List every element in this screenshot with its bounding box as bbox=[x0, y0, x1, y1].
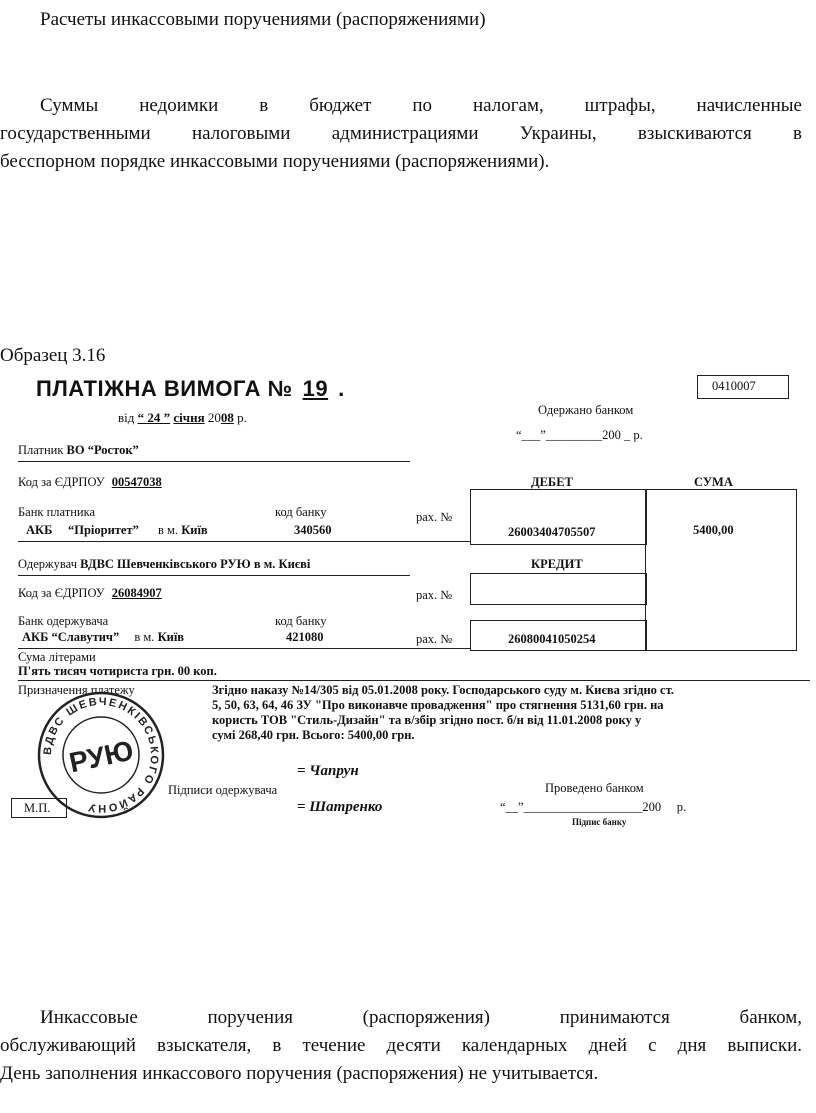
receiver-bank-code: 421080 bbox=[286, 630, 324, 644]
form-date bbox=[118, 410, 247, 425]
credit-account: 26080041050254 bbox=[508, 632, 596, 646]
form-code: 0410007 bbox=[712, 379, 756, 393]
receiver-value: ВДВС Шевченківського РУЮ в м. Києві bbox=[80, 557, 311, 571]
payer-bank-label: Банк платника bbox=[18, 505, 96, 519]
sum-box bbox=[645, 489, 797, 651]
page-heading: Расчеты инкассовыми поручениями (распоряжениями) bbox=[40, 9, 486, 30]
closing-line-2: обслуживающий взыскателя, в течение десяти календарных дней с дня выписки. bbox=[0, 1035, 802, 1056]
receiver-edrpou-account-label: рах. № bbox=[416, 588, 453, 602]
debit-account: 26003404705507 bbox=[508, 525, 596, 539]
closing-line-3: День заполнения инкассового поручения (распоряжения) не учитывается. bbox=[0, 1063, 599, 1084]
signature-1: = Чапрун bbox=[297, 763, 359, 779]
payer-bank-divider bbox=[18, 541, 470, 542]
receiver-divider bbox=[18, 575, 410, 576]
processed-date-line: “__”___________________200 р. bbox=[500, 800, 687, 814]
credit-account-label: рах. № bbox=[416, 632, 453, 646]
payer-label: Платник bbox=[18, 443, 64, 457]
date-year-prefix: 20 bbox=[207, 410, 221, 425]
credit-header: КРЕДИТ bbox=[531, 557, 583, 571]
purpose-text bbox=[212, 683, 792, 743]
date-prefix: від bbox=[118, 410, 135, 425]
payer-bank-code-label: код банку bbox=[275, 505, 327, 519]
received-date-line: “___”_________200 _ р. bbox=[516, 428, 643, 442]
receiver-label: Одержувач bbox=[18, 557, 77, 571]
receiver-edrpou: 26084907 bbox=[111, 586, 162, 600]
purpose-line-1: Згідно наказу №14/305 від 05.01.2008 року. Господарського суду м. Києва згідно ст. bbox=[212, 683, 674, 697]
sum-words-value: П'ять тисяч чотириста грн. 00 коп. bbox=[18, 664, 217, 678]
payer-bank-value: АКБ “Пріоритет” bbox=[26, 523, 139, 537]
debit-header: ДЕБЕТ bbox=[531, 475, 573, 489]
payer-bank-code: 340560 bbox=[294, 523, 332, 537]
date-day: “ 24 ” bbox=[137, 410, 171, 425]
mp-label: М.П. bbox=[24, 801, 51, 815]
payer-edrpou: 00547038 bbox=[111, 475, 162, 489]
form-code-box bbox=[697, 375, 789, 399]
purpose-line-3: користь ТОВ "Стиль-Дизайн" та в/збір згідно пост. б/н від 11.01.2008 року у bbox=[212, 713, 642, 727]
purpose-label: Призначення платежу bbox=[18, 683, 135, 697]
date-month: січня bbox=[173, 410, 205, 425]
form-title bbox=[36, 376, 345, 402]
payer-value: ВО “Росток” bbox=[66, 443, 139, 457]
payer-edrpou-row bbox=[18, 475, 162, 490]
payer-divider bbox=[18, 461, 410, 462]
signature-2: = Шатренко bbox=[297, 799, 383, 815]
form-number: 19 bbox=[302, 376, 329, 401]
purpose-line-2: 5, 50, 63, 64, 46 ЗУ "Про виконавче провадження" про стягнення 5131,60 грн. на bbox=[212, 698, 664, 712]
intro-line-2: государственными налоговыми администрациями Украины, взыскиваются в bbox=[0, 123, 802, 144]
date-suffix: р. bbox=[237, 410, 247, 425]
receiver-bank-label: Банк одержувача bbox=[18, 614, 109, 628]
payer-city-prefix: в м. bbox=[158, 523, 179, 537]
edrpou-label: Код за ЄДРПОУ bbox=[18, 475, 105, 489]
sum-words-divider bbox=[18, 680, 810, 681]
receiver-bank-row bbox=[22, 630, 184, 645]
receiver-bank-value: АКБ “Славутич” bbox=[22, 630, 120, 644]
official-stamp bbox=[36, 690, 166, 820]
sample-label: Образец 3.16 bbox=[0, 345, 106, 366]
intro-line-1: Суммы недоимки в бюджет по налогам, штрафы, начисленные bbox=[40, 95, 802, 116]
payer-account-label: рах. № bbox=[416, 510, 453, 524]
receiver-edrpou-label: Код за ЄДРПОУ bbox=[18, 586, 105, 600]
sum-header: СУМА bbox=[694, 475, 733, 489]
closing-line-1: Инкассовые поручения (распоряжения) принимаются банком, bbox=[40, 1007, 802, 1028]
receiver-row bbox=[18, 557, 310, 572]
form-title-dot: . bbox=[338, 376, 345, 401]
signatures-label: Підписи одержувача bbox=[168, 783, 278, 797]
receiver-city: Київ bbox=[157, 630, 185, 644]
form-title-text: ПЛАТІЖНА ВИМОГА № bbox=[36, 376, 293, 401]
receiver-bank-code-label: код банку bbox=[275, 614, 327, 628]
purpose-line-4: сумі 268,40 грн. Всього: 5400,00 грн. bbox=[212, 728, 415, 742]
intro-line-3: бесспорном порядке инкассовыми поручениями (распоряжениями). bbox=[0, 151, 550, 172]
receiver-city-prefix: в м. bbox=[134, 630, 155, 644]
date-year: 08 bbox=[220, 410, 234, 425]
closing-paragraph bbox=[0, 1004, 802, 1088]
receiver-bank-divider bbox=[18, 648, 470, 649]
stamp-ring-textpath: ВДВС ШЕВЧЕНКІВСЬКОГО РАЙОНУ bbox=[41, 695, 161, 815]
payer-bank-row bbox=[26, 523, 208, 538]
sum-words-label: Сума літерами bbox=[18, 650, 96, 664]
payer-row bbox=[18, 443, 139, 458]
processed-by-bank-label: Проведено банком bbox=[545, 781, 644, 795]
stamp-center-text: РУЮ bbox=[66, 734, 137, 779]
receiver-edrpou-row bbox=[18, 586, 162, 601]
payer-city: Київ bbox=[181, 523, 208, 537]
received-by-bank-label: Одержано банком bbox=[538, 403, 634, 417]
amount: 5400,00 bbox=[693, 523, 734, 537]
credit-edrpou-box bbox=[470, 573, 647, 605]
bank-signature-label: Підпис банку bbox=[572, 817, 627, 827]
